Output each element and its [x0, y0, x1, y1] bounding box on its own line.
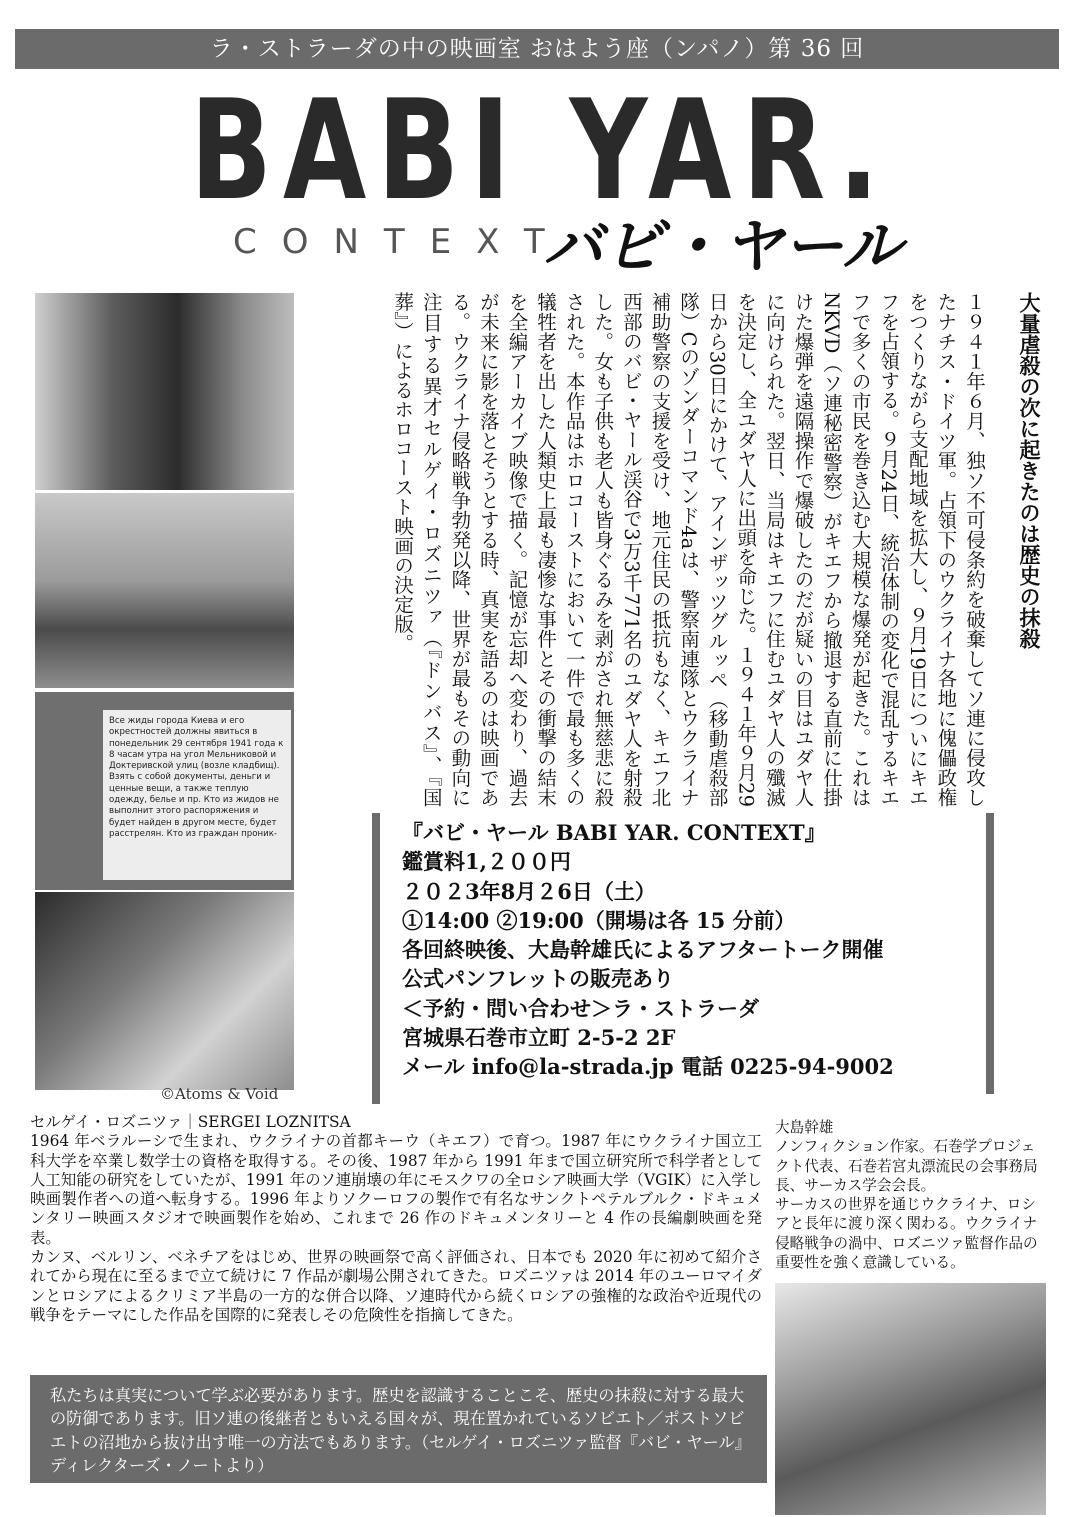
mother-children-photo: [35, 892, 294, 1090]
info-fee: 鑑賞料1,２００円: [402, 849, 571, 875]
bio-paragraph-2: カンヌ、ベルリン、ベネチアをはじめ、世界の映画祭で高く評価され、日本でも 2020 年に初めて紹介されてから現在に至るまで立て続けに 7 作品が劇場公開されてきた。ロズニツァは 2014 年のユーロマイダンとロシアによるクリミア半島の一方的な併合以降、ソ連時代から続くロシアの強権的な政治や近現代の戦争をテーマにした作品を国際的に発表しその危険性を指摘してきた。: [30, 1248, 762, 1324]
info-times: ①14:00 ②19:00（開場は各 15 分前）: [402, 907, 796, 933]
info-left-divider: [372, 813, 380, 1104]
header-bar: ラ・ストラーダの中の映画室 おはよう座（ンパノ）第 36 回: [15, 29, 1059, 69]
guest-paragraph-1: ノンフィクション作家。石巻学プロジェクト代表、石巻若宮丸漂流民の会事務局長、サーカス学会会長。: [775, 1138, 1038, 1194]
info-film: 『バビ・ヤール BABI YAR. CONTEXT』: [402, 820, 826, 845]
film-subtitle: CONTEXT: [233, 222, 570, 262]
poster-text: Все жиды города Киева и его окрестностей должны явиться в понедельник 29 сентября 1941 года к 8 часам утра на угол Мельниковой и Доктеривской улиц (возле кладбищ). Взять с собой документы, деньги и ценные вещи, а также теплую одежду, белье и пр. Кто из жидов не выполнит этого распоряжения и будет найден в другом месте, будет расстрелян. Кто из граждан проник-: [103, 710, 291, 880]
guest-paragraph-2: サーカスの世界を通じウクライナ、ロシアと長年に渡り深く関わる。ウクライナ侵略戦争の渦中、ロズニツァ監督作品の重要性を強く意識している。: [775, 1196, 1038, 1272]
article-body: １９４１年６月、独ソ不可侵条約を破棄してソ連に侵攻したナチス・ドイツ軍。占領下のウクライナ各地に傀儡政権をつくりながら支配地域を拡大し、９月19日についにキエフを占領する。９月24日、統治体制の変化で混乱するキエフで多くの市民を巻き込む大規模な爆発が起きた。これはNKVD（ソ連秘密警察）がキエフから撤退する直前に仕掛けた爆弾を遠隔操作で爆破したのだが疑いの目はユダヤ人に向けられた。翌日、当局はキエフに住むユダヤ人の殲滅を決定し、全ユダヤ人に出頭を命じた。１９４１年９月29日から30日にかけて、アインザッツグルッペ（移動虐殺部隊）Cのゾンダーコマンド4aは、警察南連隊とウクライナ補助警察の支援を受け、地元住民の抵抗もなく、キエフ北西部のバビ・ヤール渓谷で3万3千771名のユダヤ人を射殺した。女も子供も老人も皆身ぐるみを剥がされ無慈悲に殺された。本作品はホロコーストにおいて一件で最も多くの犠牲者を出した人類史上最も凄惨な事件とその衝撃の結末を全編アーカイブ映像で描く。記憶が忘却へ変わり、過去が未来に影を落とそうとする時、真実を語るのは映画である。ウクライナ侵略戦争勃発以降、世界が最もその動向に注目する異才セルゲイ・ロズニツァ（『ドンバス』、『国葬』）によるホロコースト映画の決定版。: [391, 292, 986, 807]
director-bio: [30, 1113, 762, 1368]
info-right-divider: [986, 813, 994, 1094]
info-talk: 各回終映後、大島幹雄氏によるアフタートーク開催: [402, 937, 884, 963]
info-reservation: ＜予約・問い合わせ＞ラ・ストラーダ: [402, 995, 759, 1021]
poster-photo: [35, 692, 294, 890]
stalin-portrait-photo: [35, 293, 294, 490]
film-title-japanese: バビ・ヤール: [543, 212, 902, 282]
info-pamphlet: 公式パンフレットの販売あり: [402, 966, 674, 992]
photo-credit: ©Atoms & Void: [160, 1085, 279, 1103]
article-headline: 大量虐殺の次に起きたのは歴史の抹殺: [1017, 292, 1042, 649]
bio-paragraph-1: 1964 年ベラルーシで生まれ、ウクライナの首都キーウ（キエフ）で育つ。1987 年にウクライナ国立工科大学を卒業し数学士の資格を取得する。その後、1987 年から 1991 年まで国立研究所で科学者として人工知能の研究をしていたが、1991 年のソ連崩壊の年にモスクワの全ロシア映画大学（VGIK）に入学し映画製作者への道へ転身する。1996 年よりソクーロフの製作で有名なサンクトペテルブルク・ドキュメンタリー映画スタジオで映画製作を始め、これまで 26 作のドキュメンタリーと 4 作の長編劇映画を発表。: [30, 1132, 762, 1247]
director-quote: 私たちは真実について学ぶ必要があります。歴史を認識することこそ、歴史の抹殺に対する最大の防御であります。旧ソ連の後継者ともいえる国々が、現在置かれているソビエト／ポストソビエトの沼地から抜け出す唯一の方法でもあります。（セルゲイ・ロズニツァ監督『バビ・ヤール』ディレクターズ・ノートより）: [30, 1375, 767, 1483]
screening-info: [402, 818, 962, 1108]
guest-name: 大島幹雄: [775, 1119, 834, 1136]
archive-photo: [775, 1283, 1046, 1515]
film-title: BABI YAR.: [190, 70, 890, 231]
bio-heading: セルゲイ・ロズニツァ｜SERGEI LOZNITSA: [30, 1113, 351, 1131]
info-address: 宮城県石巻市立町 2-5-2 2F: [402, 1025, 676, 1051]
info-contact: メール info@la-strada.jp 電話 0225-94-9002: [402, 1054, 894, 1080]
info-date: ２０２3年8月２6日（土）: [402, 878, 656, 904]
war-street-photo: [35, 493, 294, 688]
guest-profile: [775, 1118, 1045, 1288]
